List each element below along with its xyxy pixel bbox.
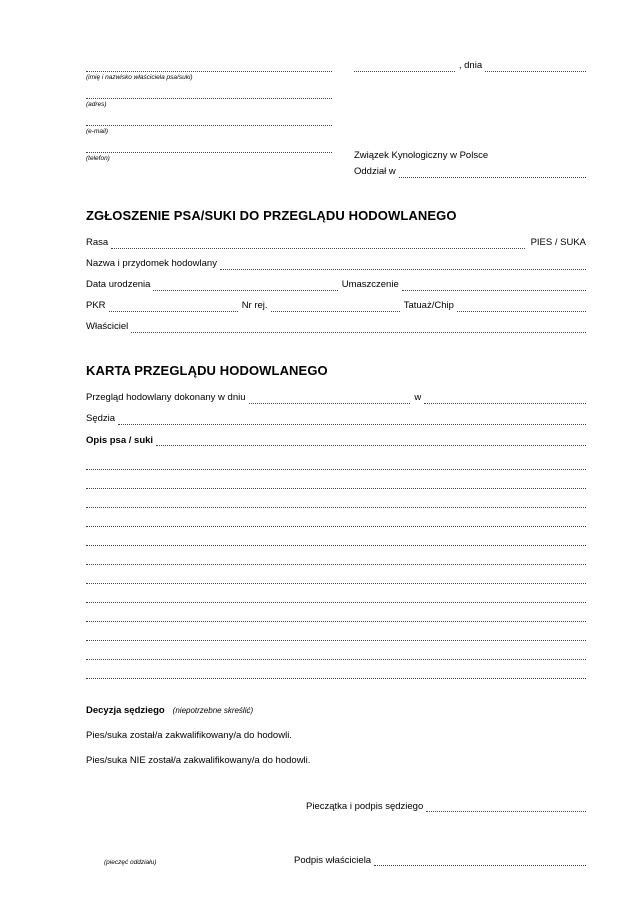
description-label: Opis psa / suki: [86, 435, 154, 446]
form-header: [86, 60, 586, 178]
judge-line[interactable]: [118, 413, 586, 425]
place-line[interactable]: [354, 60, 455, 72]
registration-line[interactable]: [271, 300, 400, 312]
review-place-line[interactable]: [424, 392, 586, 404]
description-line[interactable]: [86, 470, 586, 489]
owner-phone-caption: (telefon): [86, 155, 110, 162]
owner-signature-label: Podpis właściciela: [294, 855, 372, 866]
color-line[interactable]: [402, 279, 586, 291]
date-label: , dnia: [458, 60, 483, 71]
tattoo-chip-line[interactable]: [457, 300, 586, 312]
owner-signature-line[interactable]: [374, 854, 586, 866]
owner-row[interactable]: [86, 321, 586, 333]
birth-color-row[interactable]: [86, 279, 586, 291]
owner-phone-line[interactable]: [86, 141, 332, 153]
description-line[interactable]: [86, 527, 586, 546]
owner-address-caption: (adres): [86, 101, 107, 108]
place-date-block: [354, 60, 586, 178]
description-line[interactable]: [86, 584, 586, 603]
owner-line[interactable]: [131, 321, 586, 333]
kennel-name-line[interactable]: [220, 258, 586, 270]
date-line[interactable]: [485, 60, 586, 72]
kennel-name-row[interactable]: [86, 258, 586, 270]
description-line[interactable]: [86, 546, 586, 565]
breed-label: Rasa: [86, 237, 109, 248]
description-row[interactable]: [86, 434, 586, 446]
owner-signature-row[interactable]: [294, 854, 586, 866]
form-sheet: [86, 60, 586, 866]
judge-row[interactable]: [86, 413, 586, 425]
description-line[interactable]: [86, 603, 586, 622]
decision-heading: [86, 705, 586, 716]
pkr-row[interactable]: [86, 300, 586, 312]
section2-title: KARTA PRZEGLĄDU HODOWLANEGO: [86, 363, 328, 378]
review-date-label: Przegląd hodowlany dokonany w dniu: [86, 392, 246, 403]
decision-heading-text: Decyzja sędziego: [86, 705, 165, 716]
organization-block: [354, 148, 586, 178]
judge-stamp-label: Pieczątka i podpis sędziego: [306, 801, 424, 812]
owner-address-line[interactable]: [86, 87, 332, 99]
description-line[interactable]: [86, 508, 586, 527]
breed-line[interactable]: [111, 237, 524, 249]
branch-stamp-caption: (pieczęć oddziału): [104, 859, 157, 866]
description-line[interactable]: [86, 565, 586, 584]
kennel-name-label: Nazwa i przydomek hodowlany: [86, 258, 217, 269]
description-line[interactable]: [86, 660, 586, 679]
section1-title: ZGŁOSZENIE PSA/SUKI DO PRZEGLĄDU HODOWLANEGO: [86, 208, 457, 223]
owner-email-caption: (e-mail): [86, 128, 109, 135]
branch-label: Oddział w: [354, 166, 396, 177]
owner-address-field[interactable]: [86, 87, 332, 99]
decision-block: [86, 705, 586, 766]
description-line[interactable]: [86, 622, 586, 641]
description-line[interactable]: [86, 451, 586, 470]
judge-stamp-line[interactable]: [426, 800, 586, 812]
owner-signature-block: [86, 854, 586, 866]
owner-name-field[interactable]: [86, 60, 332, 72]
pkr-line[interactable]: [109, 300, 238, 312]
owner-email-line[interactable]: [86, 114, 332, 126]
owner-name-caption: (imię i nazwisko właściciela psa/suki): [86, 74, 193, 81]
review-date-line[interactable]: [249, 392, 411, 404]
tattoo-chip-label: Tatuaż/Chip: [403, 300, 454, 311]
description-line[interactable]: [86, 489, 586, 508]
color-label: Umaszczenie: [341, 279, 399, 290]
sex-label: PIES / SUKA: [530, 237, 586, 248]
breed-row[interactable]: [86, 237, 586, 249]
organization-name: Związek Kynologiczny w Polsce: [354, 150, 489, 161]
judge-stamp-row[interactable]: [86, 800, 586, 812]
description-lines[interactable]: [86, 451, 586, 679]
birth-date-line[interactable]: [153, 279, 337, 291]
owner-name-line[interactable]: [86, 60, 332, 72]
judge-label: Sędzia: [86, 413, 116, 424]
description-line[interactable]: [86, 641, 586, 660]
owner-details-block: [86, 60, 332, 168]
review-place-label: w: [414, 392, 422, 403]
decision-option-not-qualified[interactable]: Pies/suka NIE został/a zakwalifikowany/a do hodowli.: [86, 755, 311, 766]
birth-date-label: Data urodzenia: [86, 279, 151, 290]
registration-label: Nr rej.: [241, 300, 268, 311]
description-first-line[interactable]: [156, 434, 586, 446]
judge-signature-block: [86, 800, 586, 812]
owner-label: Właściciel: [86, 321, 129, 332]
place-date-field[interactable]: [354, 60, 586, 72]
pkr-label: PKR: [86, 300, 106, 311]
decision-note: (niepotrzebne skreślić): [172, 706, 254, 715]
owner-email-field[interactable]: [86, 114, 332, 126]
decision-option-qualified[interactable]: Pies/suka został/a zakwalifikowany/a do hodowli.: [86, 730, 292, 741]
review-date-row[interactable]: [86, 392, 586, 404]
owner-phone-field[interactable]: [86, 141, 332, 153]
branch-line[interactable]: [399, 166, 586, 178]
branch-field[interactable]: [354, 166, 586, 178]
